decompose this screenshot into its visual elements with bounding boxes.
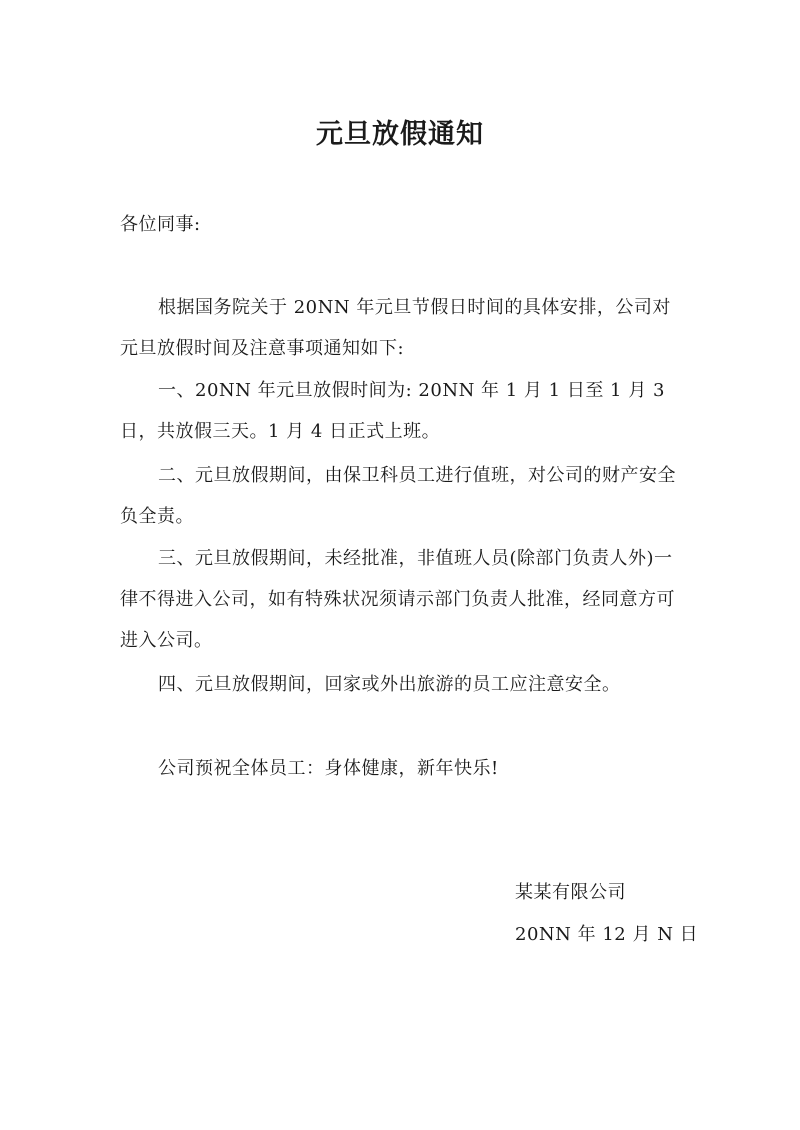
signature-company: 某某有限公司 (515, 882, 626, 903)
intro-paragraph: 根据国务院关于 20NN 年元旦节假日时间的具体安排，公司对元旦放假时间及注意事项通知如下: (120, 297, 671, 359)
notice-item-2: 二、元旦放假期间，由保卫科员工进行值班，对公司的财产安全负全责。 (120, 465, 676, 527)
greeting-paragraph: 公司预祝全体员工：身体健康，新年快乐! (158, 758, 499, 779)
notice-item-4: 四、元旦放假期间，回家或外出旅游的员工应注意安全。 (158, 674, 621, 695)
salutation: 各位同事: (120, 214, 201, 235)
notice-item-3: 三、元旦放假期间，未经批准，非值班人员(除部门负责人外)一律不得进入公司，如有特殊状况须请示部门负责人批准，经同意方可进入公司。 (120, 548, 675, 651)
document-title: 元旦放假通知 (316, 119, 484, 150)
notice-item-1: 一、20NN 年元旦放假时间为: 20NN 年 1 月 1 日至 1 月 3 日，共放假三天。1 月 4 日正式上班。 (120, 380, 665, 442)
signature-date: 20NN 年 12 月 N 日 (515, 924, 699, 945)
